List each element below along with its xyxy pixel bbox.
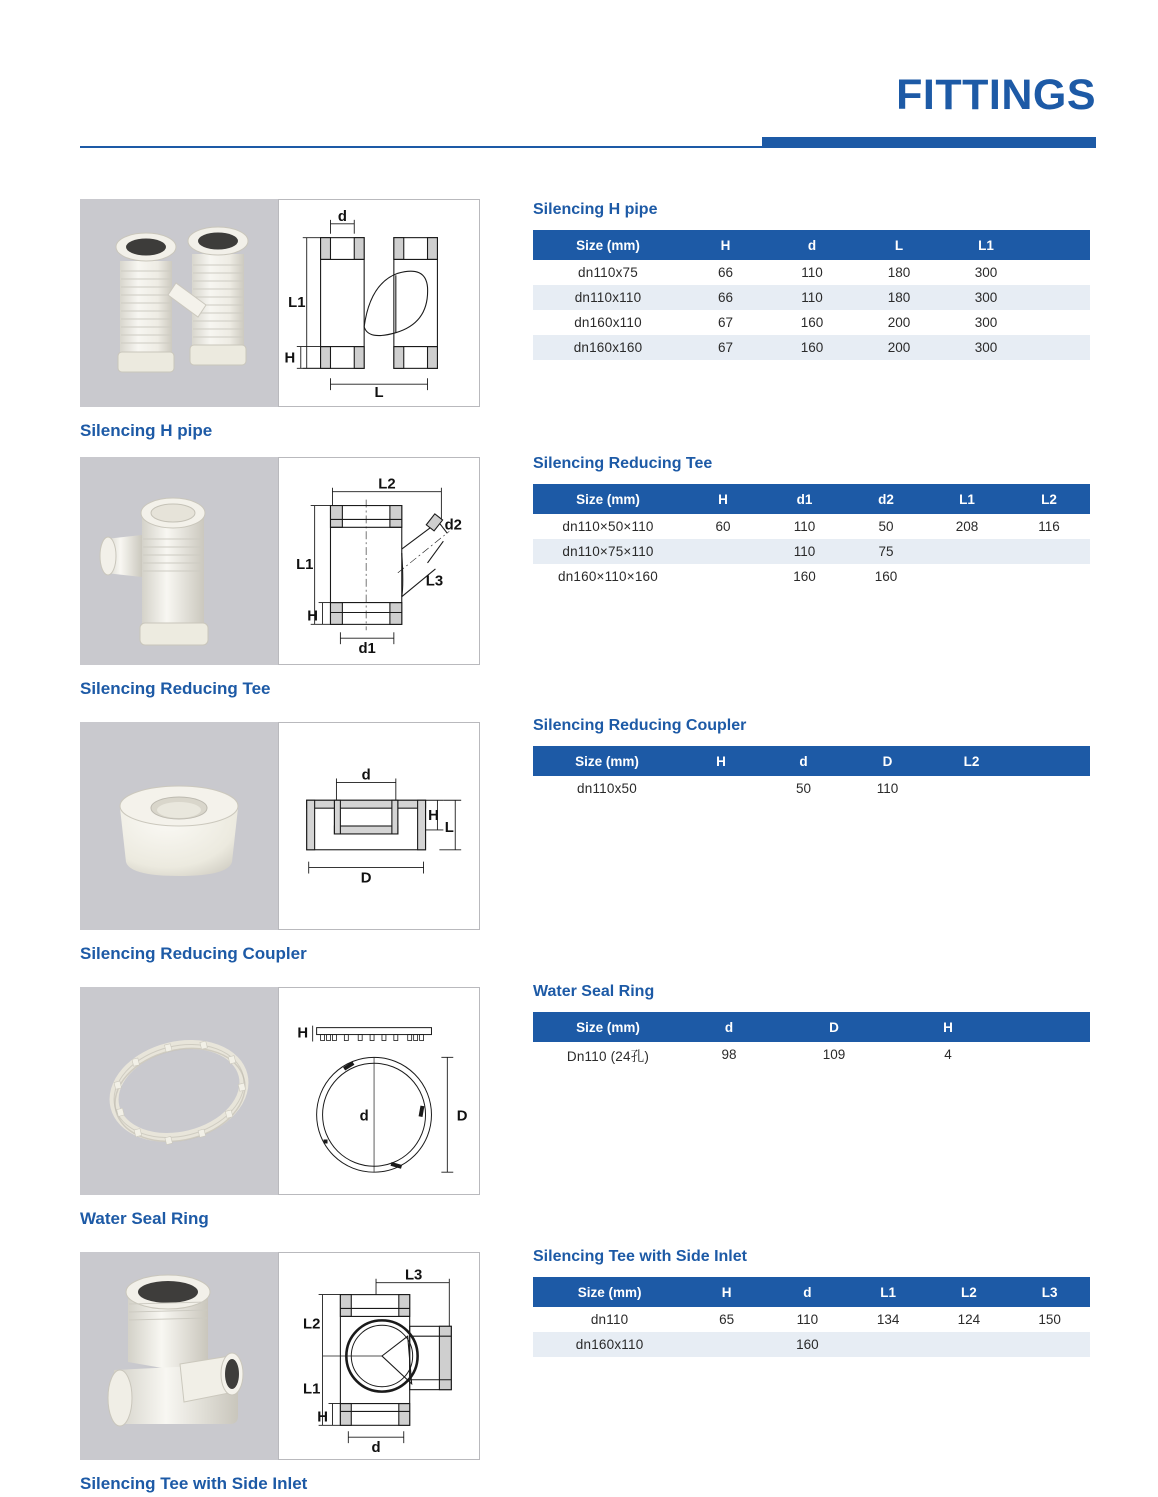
cell-h	[686, 1332, 767, 1357]
column-header	[1003, 1012, 1048, 1042]
h-pipe-photo	[80, 199, 278, 407]
column-header: Size (mm)	[533, 1012, 683, 1042]
cell-l1: 300	[974, 315, 998, 331]
column-header: H	[683, 230, 768, 260]
cell-l: 180	[856, 285, 942, 310]
cell-size: dn160x160	[533, 335, 683, 360]
cell-d2: 75	[846, 539, 926, 564]
cell-d: 160	[800, 315, 824, 331]
cell-d1: 110	[793, 519, 816, 535]
page-title: FITTINGS	[896, 71, 1096, 119]
cell-l3: 150	[1038, 1312, 1061, 1328]
spec-title: Silencing Reducing Tee	[533, 455, 713, 472]
water-seal-ring-photo	[80, 987, 278, 1195]
dim-label-l2: L2	[303, 1316, 321, 1333]
spec-section-silencing-h-pipe	[533, 200, 1090, 360]
product-block-silencing-h-pipe	[80, 199, 480, 441]
table-header-row	[533, 484, 1090, 514]
cell-h: 66	[717, 265, 734, 281]
dim-label-l1: L1	[296, 556, 314, 573]
spec-section-silencing-reducing-coupler	[533, 716, 1090, 801]
cell-l1: 134	[876, 1312, 900, 1328]
cell-size: dn160×110×160	[558, 569, 658, 585]
cell-d2: 50	[878, 519, 894, 535]
cell-l: 200	[887, 315, 911, 331]
column-header: Size (mm)	[533, 230, 683, 260]
cell-h: 4	[944, 1047, 952, 1063]
dim-label-d: d	[359, 1108, 369, 1125]
product-block-silencing-reducing-coupler	[80, 722, 480, 964]
table-row	[533, 1042, 1090, 1067]
dim-label-h: H	[307, 608, 319, 625]
column-header: H	[681, 746, 761, 776]
spec-table-silencing-reducing-coupler	[533, 746, 1090, 801]
cell-l1: 300	[942, 285, 1030, 310]
cell-l1	[848, 1332, 929, 1357]
table-row	[533, 564, 1090, 589]
cell-l2: 124	[957, 1312, 981, 1328]
cell-d: 50	[795, 781, 812, 797]
spec-title: Silencing Tee with Side Inlet	[533, 1248, 747, 1265]
cell-l2	[928, 1332, 1009, 1357]
column-header: L1	[926, 484, 1008, 514]
column-header: H	[683, 484, 763, 514]
dim-label-l: L	[374, 385, 384, 402]
header-rule-thick	[762, 137, 1096, 148]
column-header: d	[768, 230, 856, 260]
spec-table-silencing-h-pipe	[533, 230, 1090, 360]
cell-l2	[1008, 564, 1090, 589]
column-header: L1	[942, 230, 1030, 260]
product-block-water-seal-ring	[80, 987, 480, 1229]
cell-l1	[926, 539, 1008, 564]
product-caption: Silencing H pipe	[80, 421, 213, 440]
table-header-row	[533, 1277, 1090, 1307]
column-header	[1048, 1012, 1090, 1042]
reducing-tee-drawing	[278, 457, 480, 665]
cell-empty	[1014, 776, 1090, 801]
column-header: L2	[928, 1277, 1009, 1307]
cell-d: 160	[767, 1332, 848, 1357]
tee-side-inlet-photo	[80, 1252, 278, 1460]
spec-section-silencing-tee-with-side-inlet	[533, 1247, 1090, 1357]
cell-h	[683, 564, 763, 589]
cell-dd: 110	[876, 781, 899, 797]
spec-table-silencing-reducing-tee	[533, 484, 1090, 589]
tee-side-inlet-drawing	[278, 1252, 480, 1460]
table-row	[533, 776, 1090, 801]
cell-h	[681, 776, 761, 801]
column-header: L1	[848, 1277, 929, 1307]
dim-label-l3: L3	[404, 1267, 423, 1284]
column-header: d2	[846, 484, 926, 514]
spec-title: Water Seal Ring	[533, 983, 655, 1000]
dim-label-l1: L1	[288, 294, 306, 311]
column-header: H	[893, 1012, 1003, 1042]
column-header: Size (mm)	[533, 484, 683, 514]
page-header	[0, 0, 1158, 160]
product-figure	[80, 1252, 480, 1460]
cell-h	[683, 539, 763, 564]
reducing-coupler-drawing	[278, 722, 480, 930]
table-header-row	[533, 746, 1090, 776]
table-header-row	[533, 230, 1090, 260]
spec-table-silencing-tee-with-side-inlet	[533, 1277, 1090, 1357]
column-header: L	[856, 230, 942, 260]
cell-l3	[1009, 1332, 1090, 1357]
column-header: d	[761, 746, 846, 776]
column-header	[1014, 746, 1090, 776]
column-header: d1	[763, 484, 846, 514]
column-header: Size (mm)	[533, 1277, 686, 1307]
product-figure	[80, 987, 480, 1195]
table-row	[533, 335, 1090, 360]
cell-l2	[1008, 539, 1090, 564]
cell-d2: 160	[874, 569, 898, 585]
dim-label-d: d	[371, 1440, 381, 1457]
table-row	[533, 260, 1090, 285]
cell-l2: 116	[1038, 519, 1060, 535]
product-figure	[80, 457, 480, 665]
dim-label-h: H	[297, 1025, 309, 1042]
reducing-tee-photo	[80, 457, 278, 665]
dim-label-dd: D	[456, 1108, 468, 1125]
column-header: H	[686, 1277, 767, 1307]
cell-l: 200	[856, 335, 942, 360]
dim-label-l3: L3	[425, 573, 444, 590]
cell-h: 66	[683, 285, 768, 310]
cell-h: 65	[719, 1312, 735, 1328]
dim-label-l2: L2	[378, 476, 396, 493]
spec-title: Silencing Reducing Coupler	[533, 717, 747, 734]
dim-label-h: H	[284, 350, 296, 367]
dim-label-d: d	[361, 767, 371, 784]
cell-d: 110	[801, 265, 823, 281]
column-header: L2	[1008, 484, 1090, 514]
table-row	[533, 539, 1090, 564]
column-header: L3	[1009, 1277, 1090, 1307]
cell-d: 110	[768, 285, 856, 310]
cell-empty	[1030, 285, 1090, 310]
cell-h: 60	[715, 519, 731, 535]
table-header-row	[533, 1012, 1090, 1042]
cell-l1	[926, 564, 1008, 589]
dim-label-h: H	[317, 1409, 328, 1426]
table-row	[533, 1307, 1090, 1332]
product-block-silencing-reducing-tee	[80, 457, 480, 699]
cell-empty	[1030, 260, 1090, 285]
spec-section-silencing-reducing-tee	[533, 454, 1090, 589]
product-figure	[80, 199, 480, 407]
column-header	[1030, 230, 1090, 260]
column-header: D	[846, 746, 929, 776]
spec-table-water-seal-ring	[533, 1012, 1090, 1067]
cell-d1: 160	[793, 569, 816, 585]
water-seal-ring-drawing	[278, 987, 480, 1195]
cell-d: 160	[768, 335, 856, 360]
product-block-silencing-tee-with-side-inlet	[80, 1252, 480, 1494]
cell-d: 98	[721, 1047, 737, 1063]
dim-label-l1: L1	[303, 1381, 321, 1398]
reducing-coupler-photo	[80, 722, 278, 930]
spec-section-water-seal-ring	[533, 982, 1090, 1067]
cell-empty	[1048, 1042, 1090, 1067]
cell-size: dn110x75	[578, 265, 638, 281]
dim-label-l: L	[444, 819, 454, 836]
product-caption: Silencing Reducing Tee	[80, 679, 271, 698]
cell-size: dn110	[590, 1312, 629, 1328]
cell-d: 110	[796, 1312, 819, 1328]
cell-dd: 109	[822, 1047, 846, 1063]
dim-label-d: d	[337, 208, 347, 225]
cell-l2	[929, 776, 1014, 801]
cell-size: dn110x110	[533, 285, 683, 310]
dim-label-d1: d1	[358, 641, 376, 658]
cell-empty	[1030, 335, 1090, 360]
cell-size: dn160x110	[533, 1332, 686, 1357]
cell-l1: 300	[974, 265, 998, 281]
dim-label-h: H	[428, 808, 439, 825]
cell-l1: 300	[942, 335, 1030, 360]
cell-size: dn110×75×110	[533, 539, 683, 564]
cell-l1: 208	[955, 519, 979, 535]
column-header: D	[775, 1012, 893, 1042]
product-caption: Silencing Tee with Side Inlet	[80, 1474, 308, 1493]
header-rule-thin	[80, 146, 764, 148]
product-caption: Silencing Reducing Coupler	[80, 944, 307, 963]
column-header: d	[767, 1277, 848, 1307]
dim-label-dd: D	[360, 870, 372, 887]
cell-size: dn110x50	[577, 781, 637, 797]
h-pipe-drawing	[278, 199, 480, 407]
cell-size: Dn110 (24孔)	[566, 1048, 650, 1064]
cell-size: dn110×50×110	[562, 519, 654, 535]
table-row	[533, 1332, 1090, 1357]
cell-size: dn160x110	[574, 315, 642, 331]
table-row	[533, 285, 1090, 310]
spec-title: Silencing H pipe	[533, 201, 658, 218]
cell-empty	[1030, 310, 1090, 335]
cell-h: 67	[717, 315, 734, 331]
column-header: Size (mm)	[533, 746, 681, 776]
column-header: d	[683, 1012, 775, 1042]
cell-d1: 110	[763, 539, 846, 564]
cell-h: 67	[683, 335, 768, 360]
product-caption: Water Seal Ring	[80, 1209, 209, 1228]
product-figure	[80, 722, 480, 930]
table-row	[533, 310, 1090, 335]
table-row	[533, 514, 1090, 539]
column-header: L2	[929, 746, 1014, 776]
cell-empty	[1003, 1042, 1048, 1067]
cell-l: 180	[887, 265, 911, 281]
dim-label-d2: d2	[444, 517, 462, 534]
